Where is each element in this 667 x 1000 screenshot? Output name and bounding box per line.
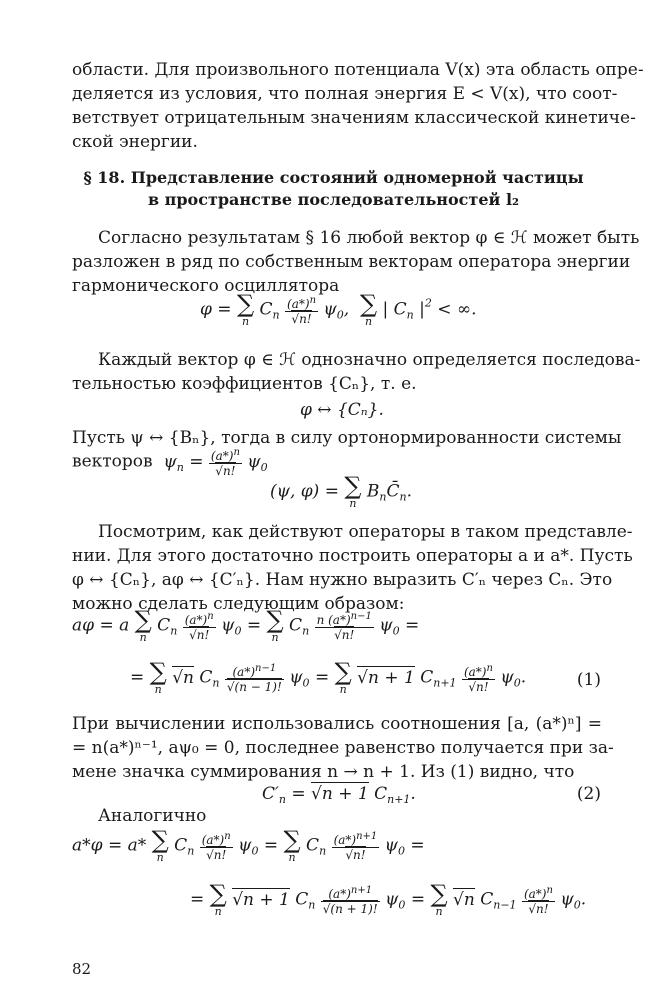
intro-line-1: области. Для произвольного потенциала V(x) эта область опре- (72, 60, 644, 80)
intro-line-4: ской энергии. (72, 132, 198, 152)
equation-3-line-2: = ∑ n √n + 1 $C_n$ $\frac{(a*)^{n+1}}{√(n + 1)!}$ $\psi_0$ = ∑ n √n $C_{n-1}$ $\frac{(a*)^n}{√n!}$ $\psi_0$. (190, 880, 587, 918)
equation-2: $C'_n = √n + 1$ $C_{n+1}$. (262, 784, 416, 806)
para5-line-1: При вычислении использовались соотношения [a, (a*)ⁿ] = (72, 714, 602, 734)
para4-line-1: Посмотрим, как действуют операторы в таком представле- (98, 522, 633, 542)
equation-2-number: (2) (576, 784, 601, 804)
para5-line-2: = n(a*)ⁿ⁻¹, aψ₀ = 0, последнее равенство получается при за- (72, 738, 614, 758)
para3-line-1: Пусть ψ ↔ {Bₙ}, тогда в силу ортонормированности системы (72, 428, 622, 448)
correspondence-phi-c: φ ↔ {Cₙ}. (300, 400, 384, 420)
para1-line-2: разложен в ряд по собственным векторам оператора энергии (72, 252, 631, 272)
para2-line-2: тельностью коэффициентов {Cₙ}, т. е. (72, 374, 417, 394)
para1-line-3: гармонического осциллятора (72, 276, 340, 296)
para1-line-1: Согласно результатам § 16 любой вектор φ ∈ ℋ может быть (98, 228, 640, 248)
equation-1-line-1: aφ = a ∑ n $C_n$ $\frac{(a*)^n}{√n!}$ $\psi_0$ = ∑ n $C_n$ $\frac{n (a*)^{n-1}}{√n!}$ $\psi_0$ = (72, 606, 420, 644)
para3-line-2: векторов $\psi_n$ = $\frac{(a*)^n}{√n!}$ $\psi_0$ (72, 447, 268, 478)
analog-text: Аналогично (98, 806, 207, 826)
para4-line-4: можно сделать следующим образом: (72, 594, 405, 614)
equation-phi-expansion: φ = ∑ n $C_n$ $\frac{(a*)^n}{√n!}$ $\psi_0$, ∑ n | $C_n$ $|^2$ < ∞. (200, 290, 477, 328)
para4-line-3: φ ↔ {Cₙ}, aφ ↔ {C′ₙ}. Нам нужно выразить C′ₙ через Cₙ. Это (72, 570, 613, 590)
para4-line-2: нии. Для этого достаточно построить операторы a и a*. Пусть (72, 546, 633, 566)
intro-line-3: ветствует отрицательным значениям классической кинетиче- (72, 108, 636, 128)
section-heading-line-1: § 18. Представление состояний одномерной частицы (83, 168, 584, 187)
equation-inner-product: (ψ, φ) = ∑ n $B_nC̄_n$. (270, 472, 413, 510)
para3-line-2-text: векторов (72, 451, 153, 472)
equation-1-line-2: = ∑ n √n $C_n$ $\frac{(a*)^{n-1}}{√(n - 1)!}$ $\psi_0$ = ∑ n √n + 1 $C_{n+1}$ $\frac{(a*)^n}{√n!}$ $\psi_0$. (130, 658, 527, 696)
para5-line-3: мене значка суммирования n → n + 1. Из (1) видно, что (72, 762, 575, 782)
page-number: 82 (72, 960, 92, 978)
equation-1-number: (1) (576, 670, 601, 690)
intro-line-2: деляется из условия, что полная энергия E < V(x), что соот- (72, 84, 618, 104)
para2-line-1: Каждый вектор φ ∈ ℋ однозначно определяется последова- (98, 350, 641, 370)
equation-3-line-1: a*φ = a* ∑ n $C_n$ $\frac{(a*)^n}{√n!}$ $\psi_0$ = ∑ n $C_n$ $\frac{(a*)^{n+1}}{√n!}$ $\psi_0$ = (72, 826, 425, 864)
section-heading-line-2: в пространстве последовательностей l₂ (147, 190, 520, 209)
